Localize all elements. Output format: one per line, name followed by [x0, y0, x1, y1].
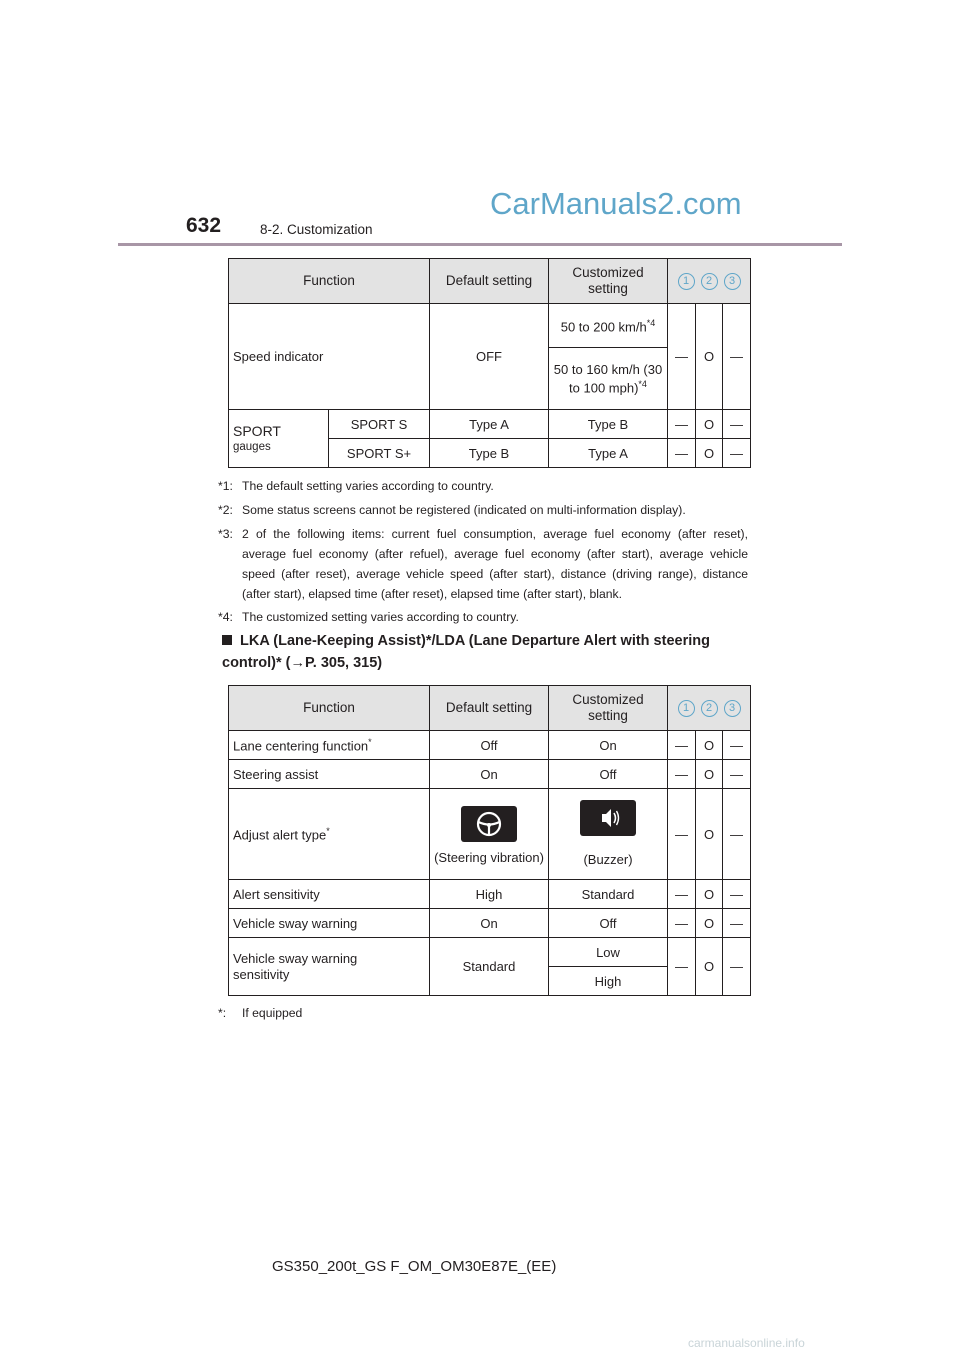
row-alert-type-custom: (Buzzer) [549, 789, 668, 880]
row-sway-warning-function: Vehicle sway warning [229, 909, 430, 938]
header-custom: Customized setting [549, 259, 668, 304]
row-steering-assist-default: On [430, 760, 549, 789]
row-alert-type-c2: O [696, 789, 723, 880]
method-3-badge: 3 [724, 700, 741, 717]
row-sway-sensitivity-function: Vehicle sway warning sensitivity [229, 938, 430, 996]
note-1: *1: The default setting varies according to country. [218, 479, 494, 493]
header-custom: Customized setting [549, 686, 668, 731]
settings-table-meter [228, 258, 751, 468]
header-default: Default setting [430, 686, 549, 731]
steering-wheel-icon [461, 806, 517, 842]
watermark: CarManuals2.com [490, 186, 742, 221]
row-sway-sensitivity-c3: — [723, 938, 751, 996]
row-alert-type-default: (Steering vibration) [430, 789, 549, 880]
row-lane-centering-c1: — [668, 731, 696, 760]
row-alert-sensitivity-function: Alert sensitivity [229, 880, 430, 909]
row-steering-assist-custom: Off [549, 760, 668, 789]
method-1-badge: 1 [678, 700, 695, 717]
header-setting-methods [668, 686, 751, 731]
header-function: Function [229, 259, 430, 304]
row-sport-s-c2: O [696, 410, 723, 439]
row-sport-s-plus-c2: O [696, 439, 723, 468]
row-steering-assist-c3: — [723, 760, 751, 789]
row-sway-sensitivity-custom-a: Low [549, 938, 668, 967]
row-steering-assist-c2: O [696, 760, 723, 789]
row-alert-type-function: Adjust alert type* [229, 789, 430, 880]
row-sport-s-plus-mode: SPORT S+ [329, 439, 430, 468]
row-steering-assist-c1: — [668, 760, 696, 789]
row-alert-sensitivity-default: High [430, 880, 549, 909]
row-alert-sensitivity-c2: O [696, 880, 723, 909]
bullet-square-icon [222, 635, 232, 645]
note-3: *3: 2 of the following items: current fuel consumption, average fuel economy (after reset), average fuel economy (after refuel), average fuel economy (after start), average vehicle speed (after reset), average vehicle speed (after start), distance (driving range), distance (after start), elapsed time (after reset), elapsed time (after start), blank. [218, 527, 748, 601]
lka-heading: LKA (Lane-Keeping Assist)*/LDA (Lane Departure Alert with steering control)* (→P. 305, 315) [222, 633, 710, 671]
footnote-if-equipped: *: If equipped [218, 1006, 303, 1020]
document-code: GS350_200t_GS F_OM_OM30E87E_(EE) [272, 1258, 557, 1275]
row-sway-warning-custom: Off [549, 909, 668, 938]
row-sport-s-c1: — [668, 410, 696, 439]
method-3-badge: 3 [724, 273, 741, 290]
row-alert-type-c1: — [668, 789, 696, 880]
row-alert-sensitivity-c3: — [723, 880, 751, 909]
row-sport-s-c3: — [723, 410, 751, 439]
row-speed-custom-a: 50 to 200 $km/h^{*4}$ [549, 304, 668, 348]
page-number: 632 [186, 214, 222, 237]
note-2: *2: Some status screens cannot be registered (indicated on multi-information display). [218, 503, 686, 517]
row-sway-sensitivity-default: Standard [430, 938, 549, 996]
row-sport-s-mode: SPORT S [329, 410, 430, 439]
row-sway-warning-c2: O [696, 909, 723, 938]
method-2-badge: 2 [701, 273, 718, 290]
row-sway-sensitivity-c2: O [696, 938, 723, 996]
speaker-icon [580, 800, 636, 836]
header-setting-methods [668, 259, 751, 304]
row-sway-sensitivity-custom-b: High [549, 967, 668, 996]
row-lane-centering-c2: O [696, 731, 723, 760]
header-default: Default setting [430, 259, 549, 304]
row-lane-centering-c3: — [723, 731, 751, 760]
row-sway-warning-c1: — [668, 909, 696, 938]
row-sport-s-plus-c1: — [668, 439, 696, 468]
settings-table-lka [228, 685, 751, 996]
row-alert-sensitivity-custom: Standard [549, 880, 668, 909]
header-rule [118, 243, 842, 246]
header-function: Function [229, 686, 430, 731]
row-speed-c1: — [668, 304, 696, 410]
row-sport-s-plus-default: Type B [430, 439, 549, 468]
row-speed-c3: — [723, 304, 751, 410]
row-lane-centering-function: Lane centering function* [229, 731, 430, 760]
row-speed-c2: O [696, 304, 723, 410]
row-alert-type-c3: — [723, 789, 751, 880]
row-sway-sensitivity-c1: — [668, 938, 696, 996]
row-speed-function: Speed indicator [229, 304, 430, 410]
section-title: 8-2. Customization [260, 222, 373, 237]
row-steering-assist-function: Steering assist [229, 760, 430, 789]
row-sport-s-plus-custom: Type A [549, 439, 668, 468]
method-1-badge: 1 [678, 273, 695, 290]
note-4: *4: The customized setting varies according to country. [218, 610, 519, 624]
row-sport-group: SPORT gauges [229, 410, 329, 468]
row-sport-s-custom: Type B [549, 410, 668, 439]
row-sport-s-default: Type A [430, 410, 549, 439]
row-sway-warning-default: On [430, 909, 549, 938]
row-speed-custom-b: 50 to 160 km/h (30 to 100 mph)$^{*4}$ [549, 348, 668, 410]
row-speed-default: OFF [430, 304, 549, 410]
row-lane-centering-custom: On [549, 731, 668, 760]
row-sport-s-plus-c3: — [723, 439, 751, 468]
site-logo: carmanualsonline.info [688, 1336, 805, 1350]
row-lane-centering-default: Off [430, 731, 549, 760]
row-sway-warning-c3: — [723, 909, 751, 938]
row-alert-sensitivity-c1: — [668, 880, 696, 909]
method-2-badge: 2 [701, 700, 718, 717]
